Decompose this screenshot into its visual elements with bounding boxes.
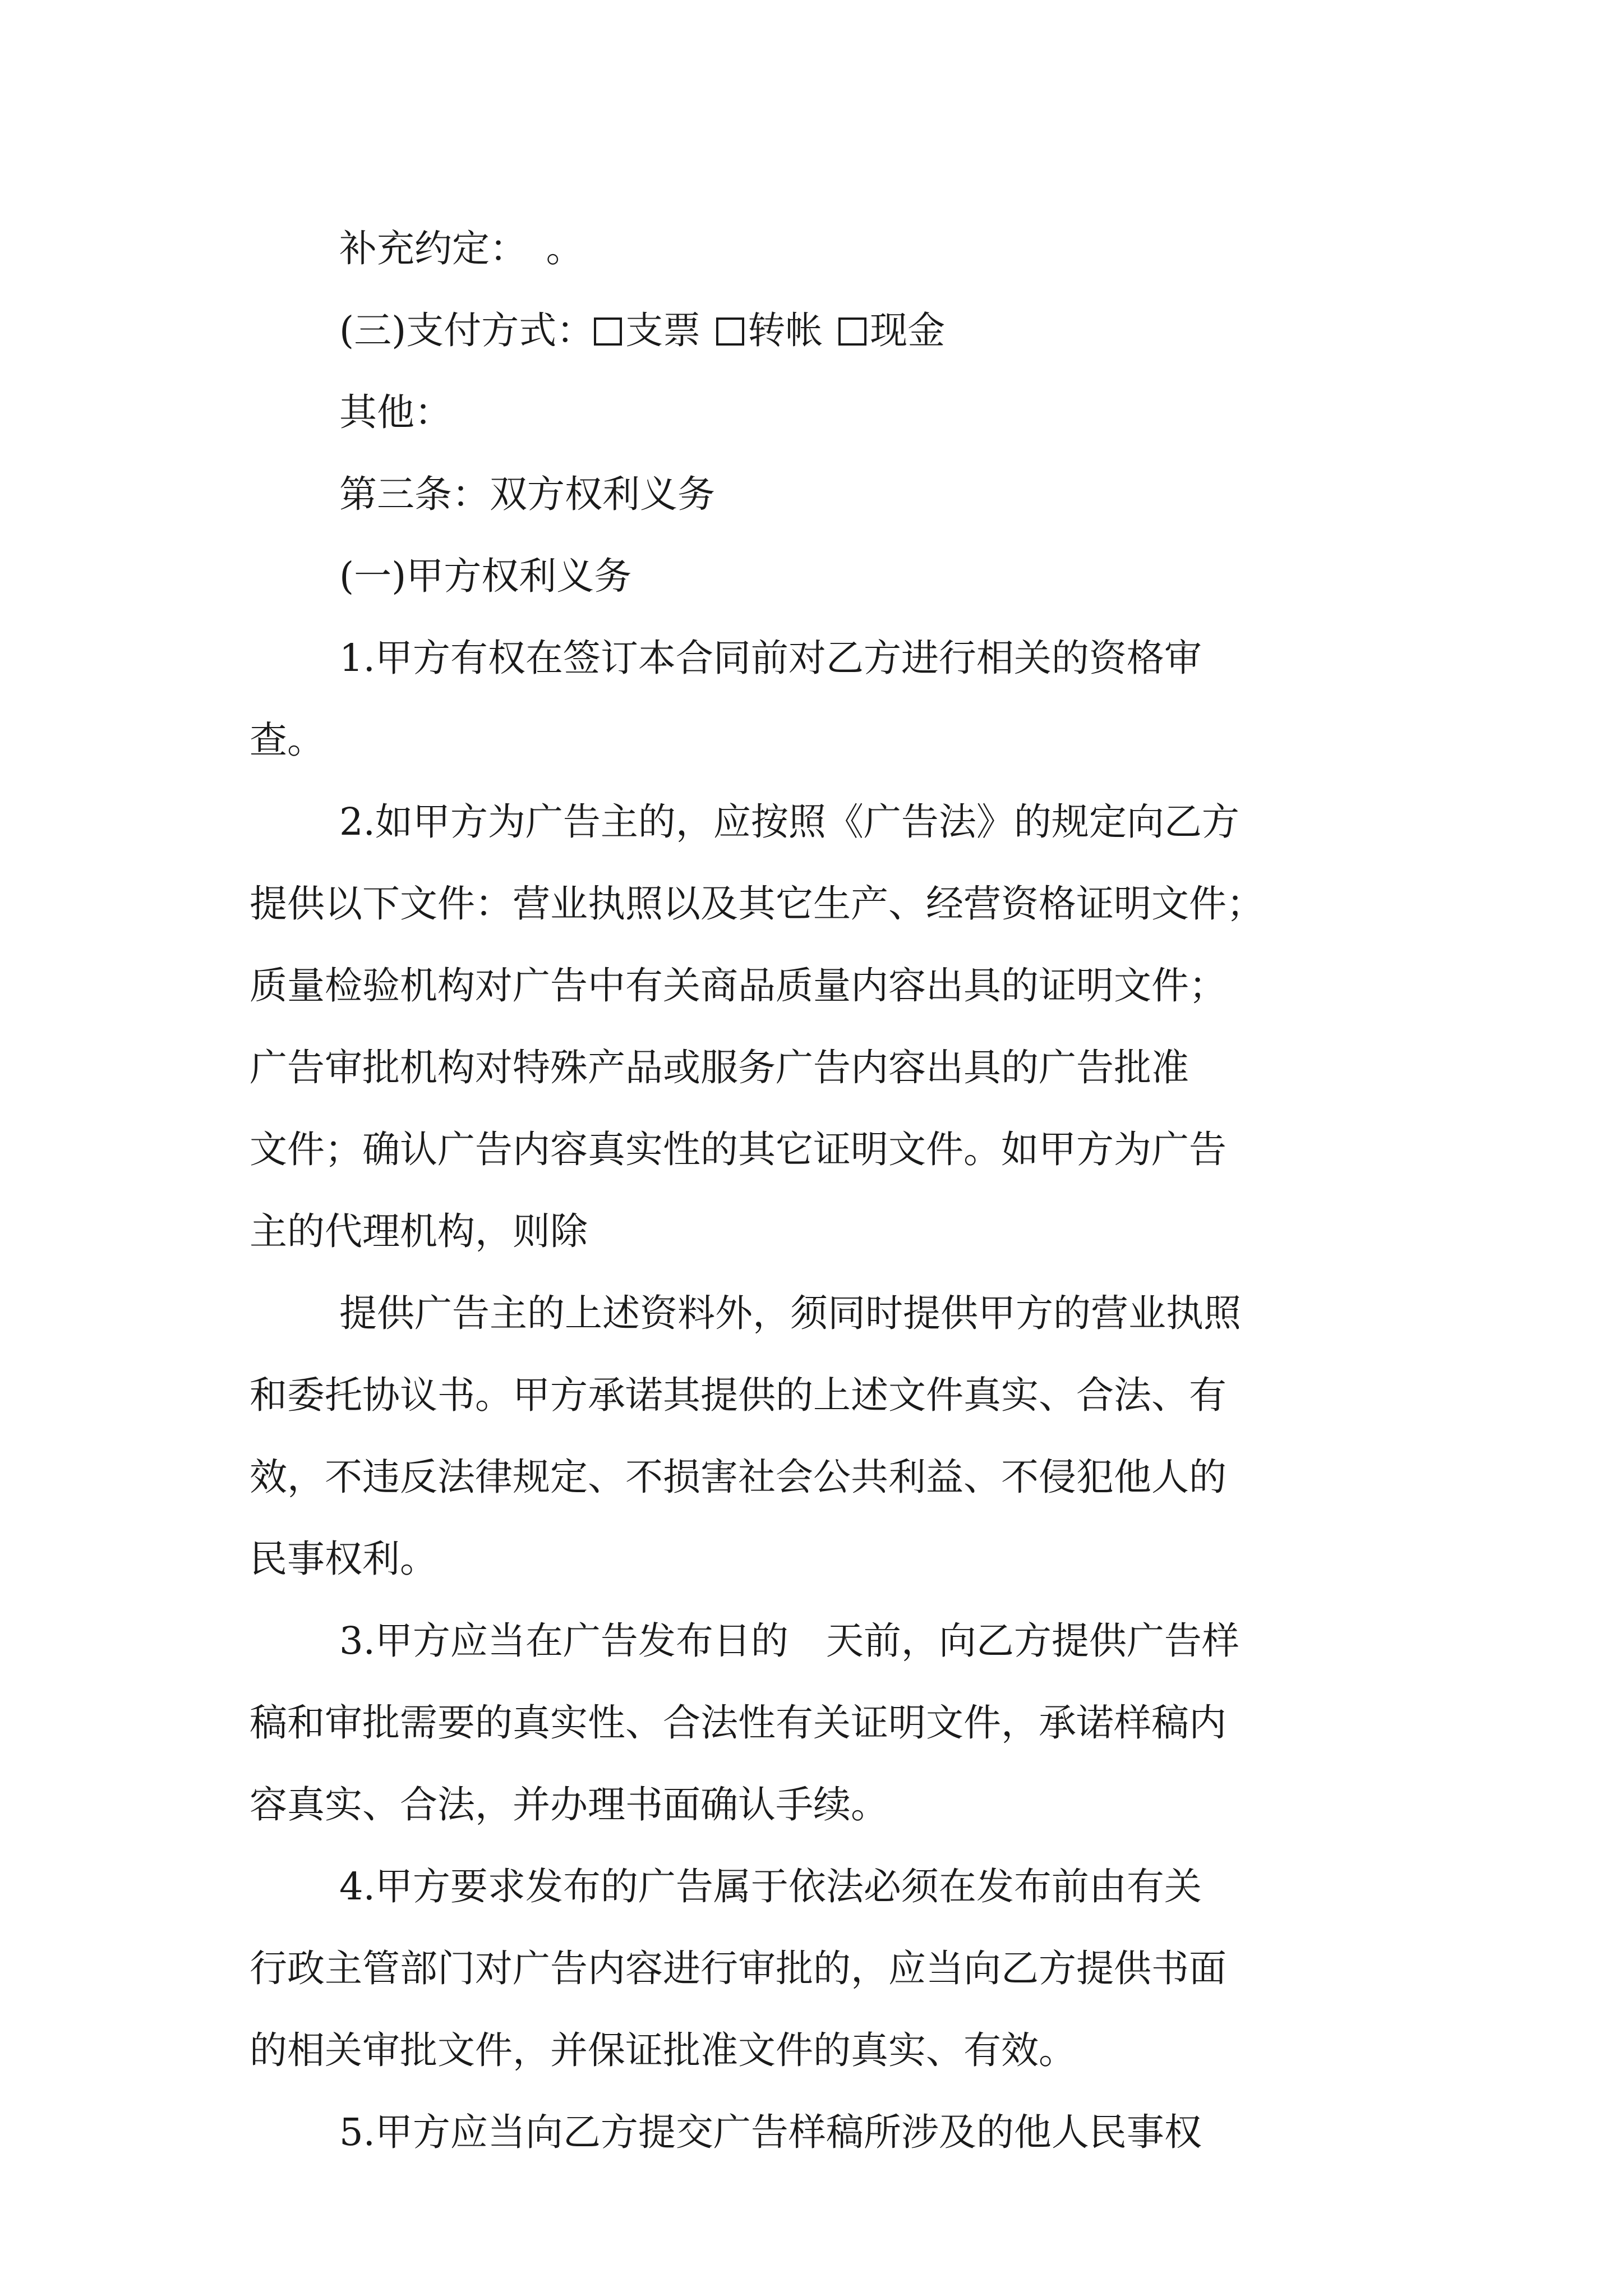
clause-4-line: 行政主管部门对广告内容进行审批的，应当向乙方提供书面 [250, 1947, 1227, 1990]
clause-2-continued-line: 提供广告主的上述资料外，须同时提供甲方的营业执照 [339, 1291, 1241, 1335]
clause-4-line: 4.甲方要求发布的广告属于依法必须在发布前由有关 [339, 1865, 1202, 1908]
section-heading: (一)甲方权利义务 [339, 554, 632, 598]
checkbox-icon[interactable] [838, 318, 866, 346]
clause-1-line: 1.甲方有权在签订本合同前对乙方进行相关的资格审 [339, 636, 1202, 680]
payment-option-cheque[interactable] [594, 289, 700, 371]
clause-2-line: 2.如甲方为广告主的，应按照《广告法》的规定向乙方 [339, 800, 1239, 844]
document-body [250, 208, 1374, 2173]
payment-option-transfer[interactable] [716, 289, 823, 371]
clause-2-line: 质量检验机构对广告中有关商品质量内容出具的证明文件； [250, 964, 1227, 1007]
clause-3-line: 稿和审批需要的真实性、合法性有关证明文件，承诺样稿内 [250, 1701, 1227, 1745]
checkbox-icon[interactable] [716, 318, 744, 346]
payment-option-transfer-label: 转帐 [748, 309, 823, 352]
payment-option-cash[interactable] [838, 289, 945, 371]
payment-method-label: (三)支付方式： [339, 309, 594, 352]
supplementary-agreement-line: 补充约定： 。 [339, 227, 584, 270]
article-heading: 第三条：双方权利义务 [339, 472, 715, 516]
clause-2-line: 文件；确认广告内容真实性的其它证明文件。如甲方为广告 [250, 1128, 1227, 1171]
clause-2-continued-line: 和委托协议书。甲方承诺其提供的上述文件真实、合法、有 [250, 1373, 1227, 1417]
clause-2-continued-line: 民事权利。 [250, 1537, 437, 1581]
clause-3-line: 容真实、合法，并办理书面确认手续。 [250, 1783, 888, 1826]
clause-1-line: 查。 [250, 718, 325, 762]
payment-option-cheque-label: 支票 [625, 309, 701, 352]
clause-4-line: 的相关审批文件，并保证批准文件的真实、有效。 [250, 2028, 1076, 2072]
clause-2-continued-line: 效，不违反法律规定、不损害社会公共利益、不侵犯他人的 [250, 1455, 1227, 1499]
clause-3-line: 3.甲方应当在广告发布日的 天前，向乙方提供广告样 [339, 1619, 1239, 1663]
clause-2-line: 广告审批机构对特殊产品或服务广告内容出具的广告批准 [250, 1046, 1189, 1089]
clause-2-line: 主的代理机构，则除 [250, 1209, 588, 1253]
payment-option-cash-label: 现金 [870, 309, 946, 352]
clause-2-line: 提供以下文件：营业执照以及其它生产、经营资格证明文件； [250, 882, 1264, 926]
clause-5-line: 5.甲方应当向乙方提交广告样稿所涉及的他人民事权 [339, 2110, 1202, 2154]
payment-method-line [250, 289, 1374, 371]
checkbox-icon[interactable] [594, 318, 622, 346]
other-line: 其他： [339, 390, 452, 434]
